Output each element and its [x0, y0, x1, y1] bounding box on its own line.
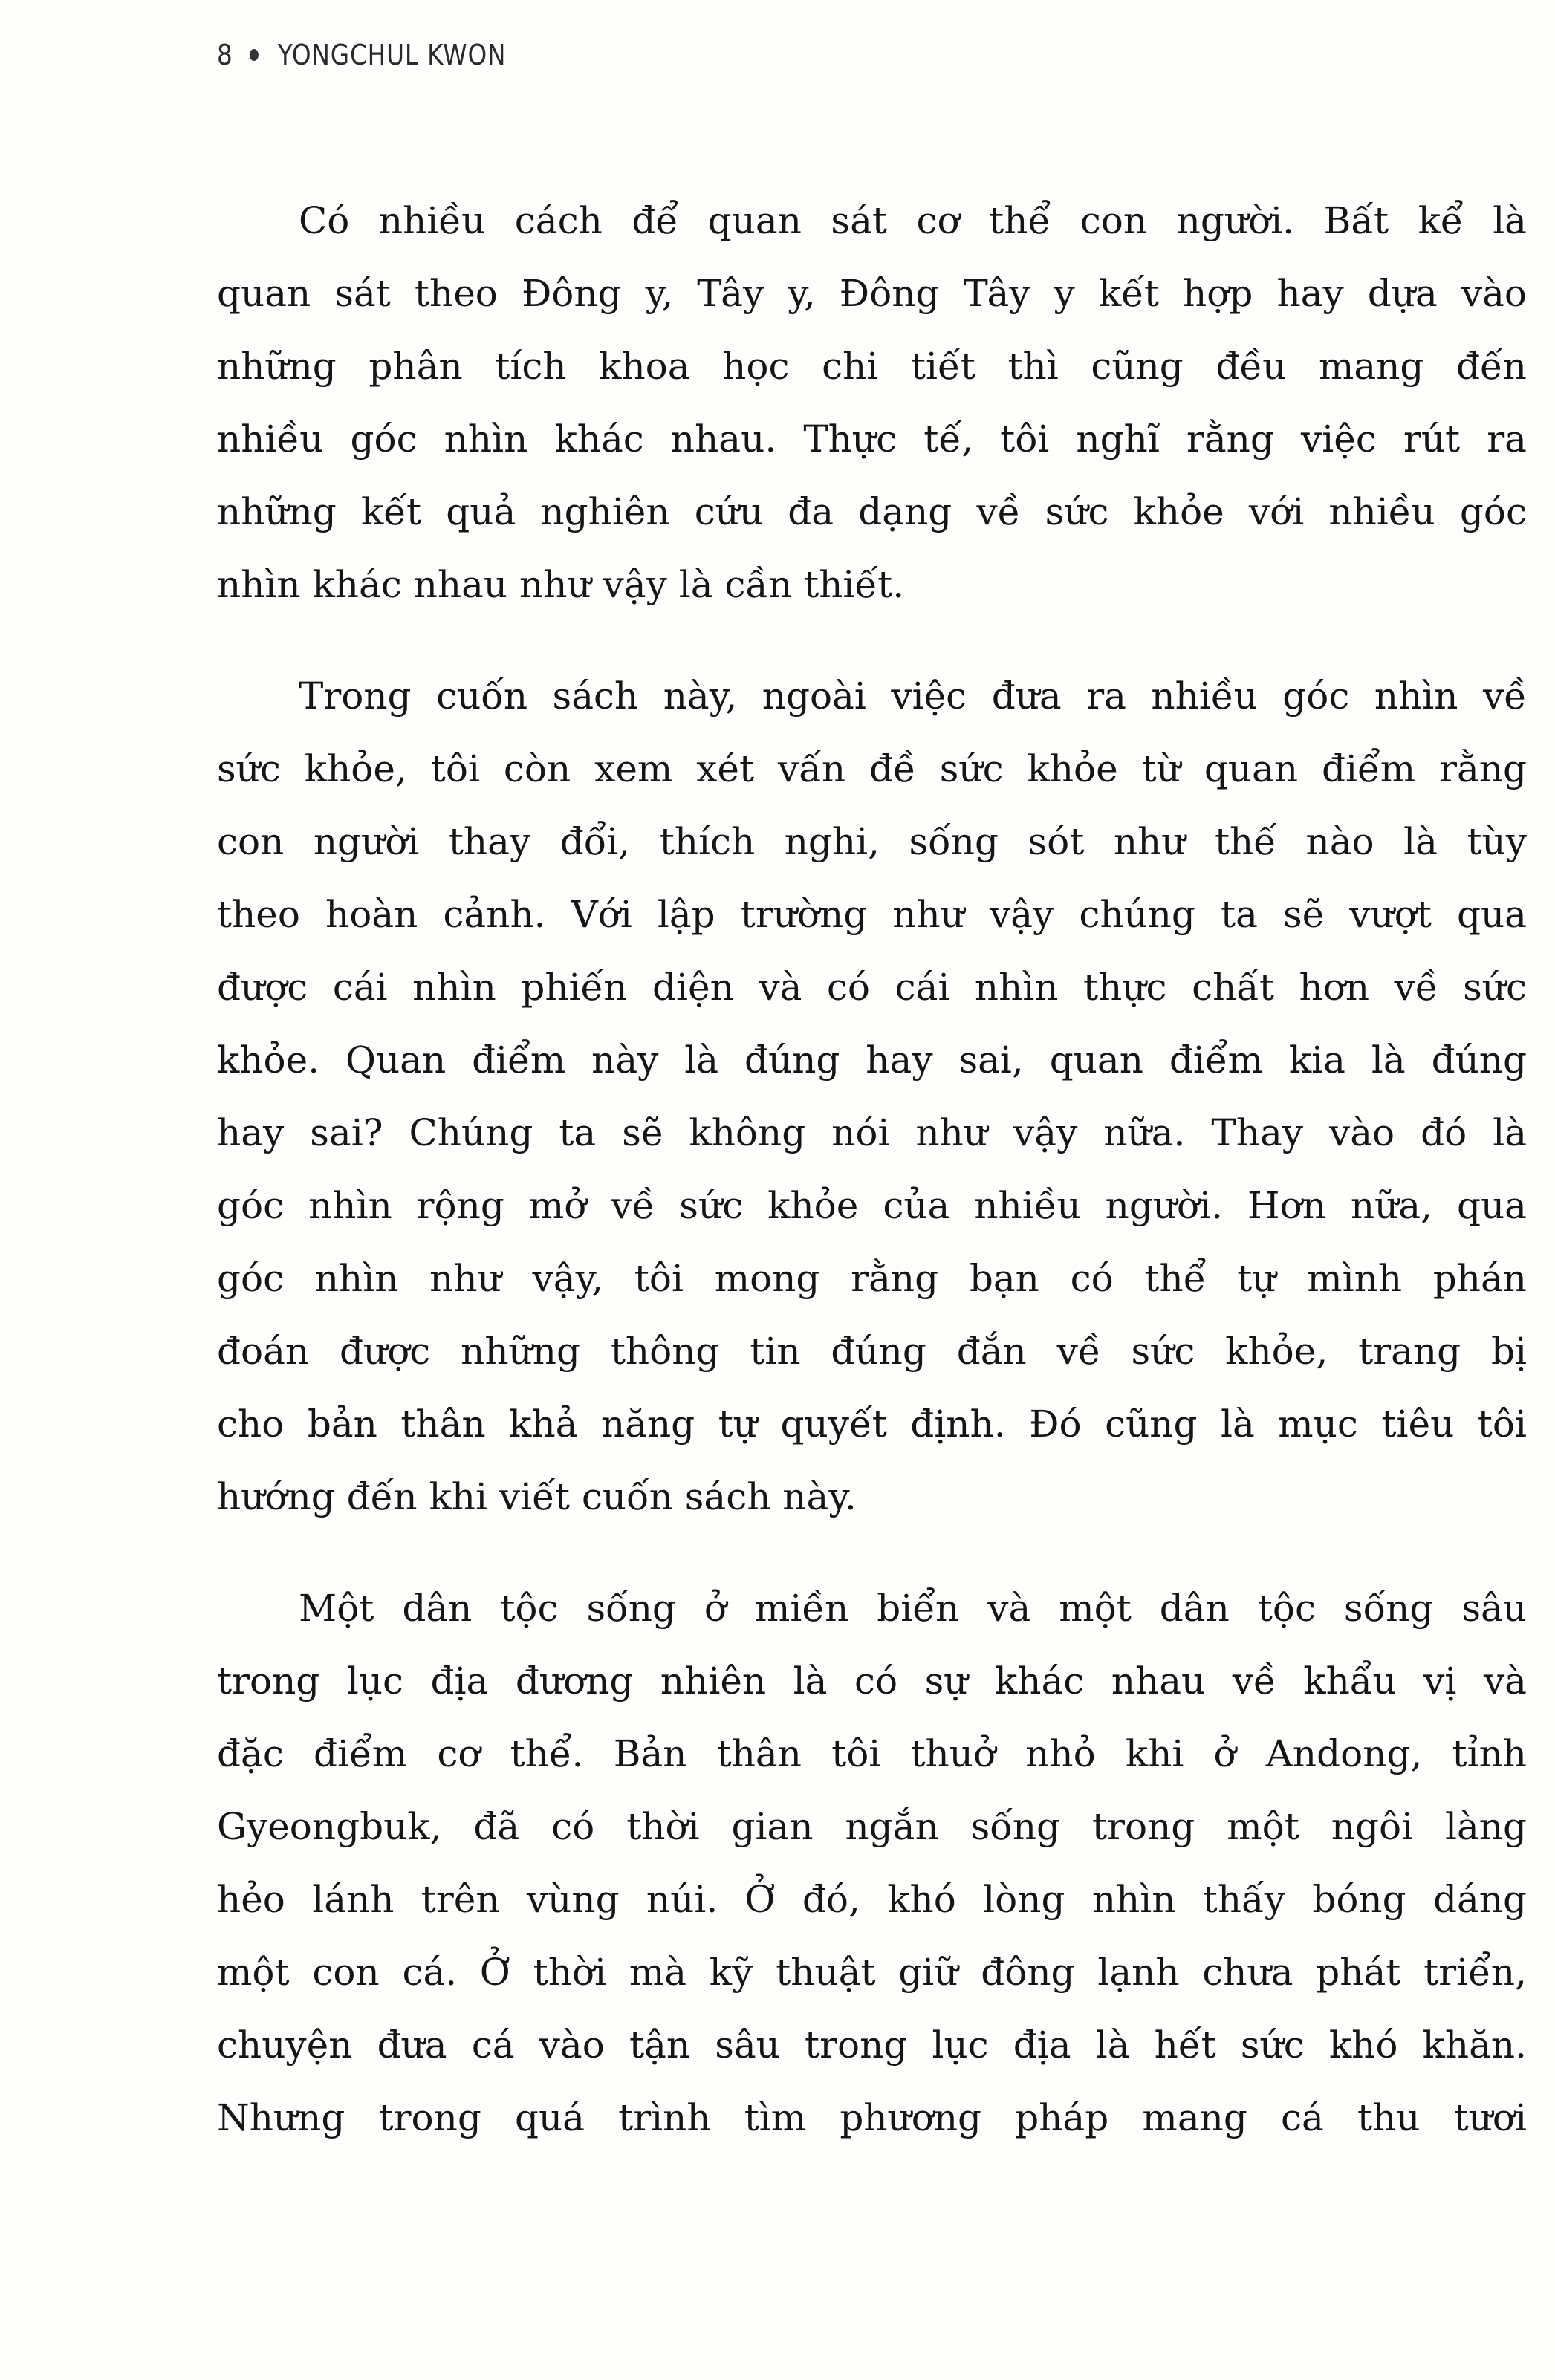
text-line: góc nhìn như vậy, tôi mong rằng bạn có thể tự mình phán: [217, 1257, 1527, 1300]
text-line: đặc điểm cơ thể. Bản thân tôi thuở nhỏ khi ở Andong, tỉnh: [217, 1732, 1527, 1775]
text-line: hay sai? Chúng ta sẽ không nói như vậy nữa. Thay vào đó là: [217, 1111, 1527, 1154]
text-line: Một dân tộc sống ở miền biển và một dân tộc sống sâu: [299, 1587, 1527, 1630]
text-line: nhiều góc nhìn khác nhau. Thực tế, tôi nghĩ rằng việc rút ra: [217, 417, 1527, 461]
running-head: [217, 39, 506, 71]
text-line: quan sát theo Đông y, Tây y, Đông Tây y kết hợp hay dựa vào: [217, 272, 1527, 315]
text-line: hướng đến khi viết cuốn sách này.: [217, 1475, 857, 1518]
text-line: nhìn khác nhau như vậy là cần thiết.: [217, 563, 905, 606]
text-line: sức khỏe, tôi còn xem xét vấn đề sức khỏe từ quan điểm rằng: [217, 747, 1527, 790]
bullet-separator-icon: [250, 49, 259, 61]
text-line: theo hoàn cảnh. Với lập trường như vậy chúng ta sẽ vượt qua: [217, 893, 1527, 936]
text-line: con người thay đổi, thích nghi, sống sót như thế nào là tùy: [217, 820, 1527, 863]
text-line: hẻo lánh trên vùng núi. Ở đó, khó lòng nhìn thấy bóng dáng: [217, 1878, 1527, 1921]
text-line: chuyện đưa cá vào tận sâu trong lục địa là hết sức khó khăn.: [217, 2023, 1527, 2067]
text-line: một con cá. Ở thời mà kỹ thuật giữ đông lạnh chưa phát triển,: [217, 1951, 1527, 1994]
text-line: Trong cuốn sách này, ngoài việc đưa ra nhiều góc nhìn về: [299, 674, 1527, 718]
text-line: trong lục địa đương nhiên là có sự khác nhau về khẩu vị và: [217, 1659, 1527, 1703]
text-line: những kết quả nghiên cứu đa dạng về sức khỏe với nhiều góc: [217, 490, 1527, 533]
text-line: Gyeongbuk, đã có thời gian ngắn sống trong một ngôi làng: [217, 1805, 1527, 1848]
text-line: khỏe. Quan điểm này là đúng hay sai, quan điểm kia là đúng: [217, 1038, 1527, 1082]
paragraph-3: [217, 1572, 1527, 2154]
paragraph-2: [217, 660, 1527, 1533]
page-number: 8: [217, 39, 233, 71]
text-line: những phân tích khoa học chi tiết thì cũng đều mang đến: [217, 345, 1527, 388]
text-line: cho bản thân khả năng tự quyết định. Đó cũng là mục tiêu tôi: [217, 1402, 1527, 1446]
text-line: Nhưng trong quá trình tìm phương pháp mang cá thu tươi: [217, 2096, 1527, 2139]
author-name: YONGCHUL KWON: [277, 39, 507, 71]
text-line: góc nhìn rộng mở về sức khỏe của nhiều người. Hơn nữa, qua: [217, 1184, 1527, 1227]
text-line: Có nhiều cách để quan sát cơ thể con người. Bất kể là: [299, 199, 1527, 242]
paragraph-1: [217, 184, 1527, 621]
text-line: được cái nhìn phiến diện và có cái nhìn thực chất hơn về sức: [217, 966, 1527, 1009]
body-text: [217, 184, 1527, 2193]
text-line: đoán được những thông tin đúng đắn về sức khỏe, trang bị: [217, 1330, 1527, 1373]
